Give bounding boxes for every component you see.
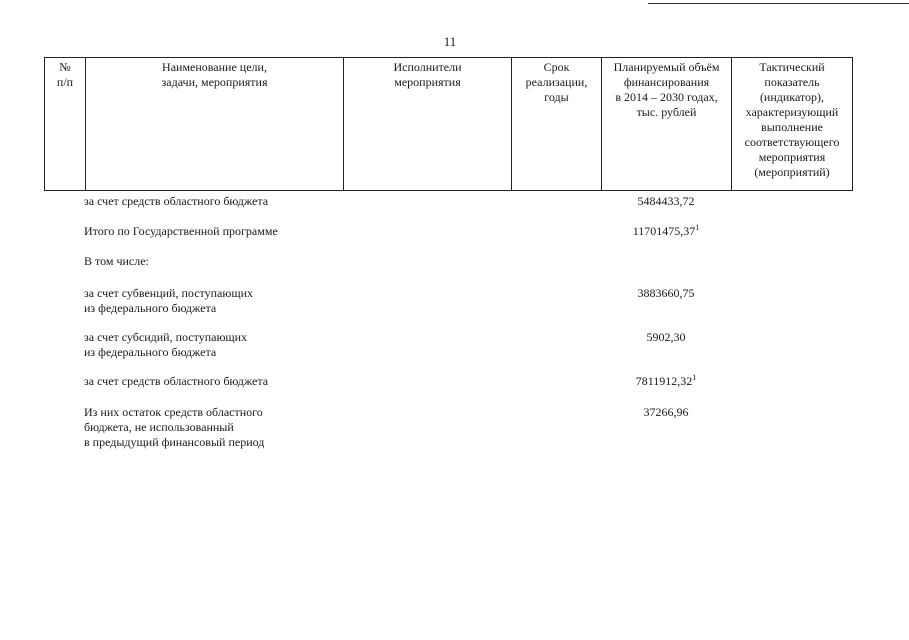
page-number: 11 [443,34,457,49]
row-label-line: из федерального бюджета [84,301,217,315]
header-cell-term [512,57,602,191]
row-label [84,194,320,209]
row-label [84,224,320,239]
row-label-line: в предыдущий финансовый период [84,435,265,449]
row-value-text: 5902,30 [646,330,686,344]
top-rule [648,3,909,4]
row-label-line: за счет субсидий, поступающих [84,330,248,344]
row-value [602,330,730,345]
row-label [84,286,320,316]
row-value [602,224,730,239]
row-value-text: 37266,96 [643,405,689,419]
row-value [602,194,730,209]
row-label [84,254,320,269]
row-label-line: Из них остаток средств областного [84,405,263,419]
header-num-text: № п/п [56,60,74,89]
row-label [84,374,320,389]
row-label-line: за счет средств областного бюджета [84,374,269,388]
header-indicator-text: Тактический показатель (индикатор), характеризующий выполнение соответствующего мероприятия (мероприятий) [744,60,840,179]
row-value-text: 3883660,75 [637,286,695,300]
header-executors-text: Исполнители мероприятия [393,60,462,89]
row-label-line: за счет средств областного бюджета [84,194,269,208]
row-label-line: Итого по Государственной программе [84,224,278,238]
row-value-text: 11701475,37 [632,224,696,238]
row-value [602,286,730,301]
row-value [602,405,730,420]
row-label [84,330,320,360]
header-term-text: Срок реализации, годы [525,60,588,104]
header-funding-text: Планируемый объём финансирования в 2014 – 2030 годах, тыс. рублей [613,60,720,119]
header-cell-indicator [732,57,853,191]
header-cell-executors [344,57,512,191]
row-label-line: из федерального бюджета [84,345,217,359]
row-label-line: В том числе: [84,254,149,268]
header-name-text: Наименование цели, задачи, мероприятия [161,60,268,89]
row-value [602,374,730,389]
row-label [84,405,320,450]
header-cell-num [44,57,86,191]
row-value-text: 7811912,32 [635,374,693,388]
row-label-line: бюджета, не использованный [84,420,234,434]
row-value-text: 5484433,72 [637,194,695,208]
header-cell-name [86,57,344,191]
row-label-line: за счет субвенций, поступающих [84,286,253,300]
footnote-ref: 1 [695,223,700,232]
footnote-ref: 1 [692,373,697,382]
header-cell-funding [602,57,732,191]
